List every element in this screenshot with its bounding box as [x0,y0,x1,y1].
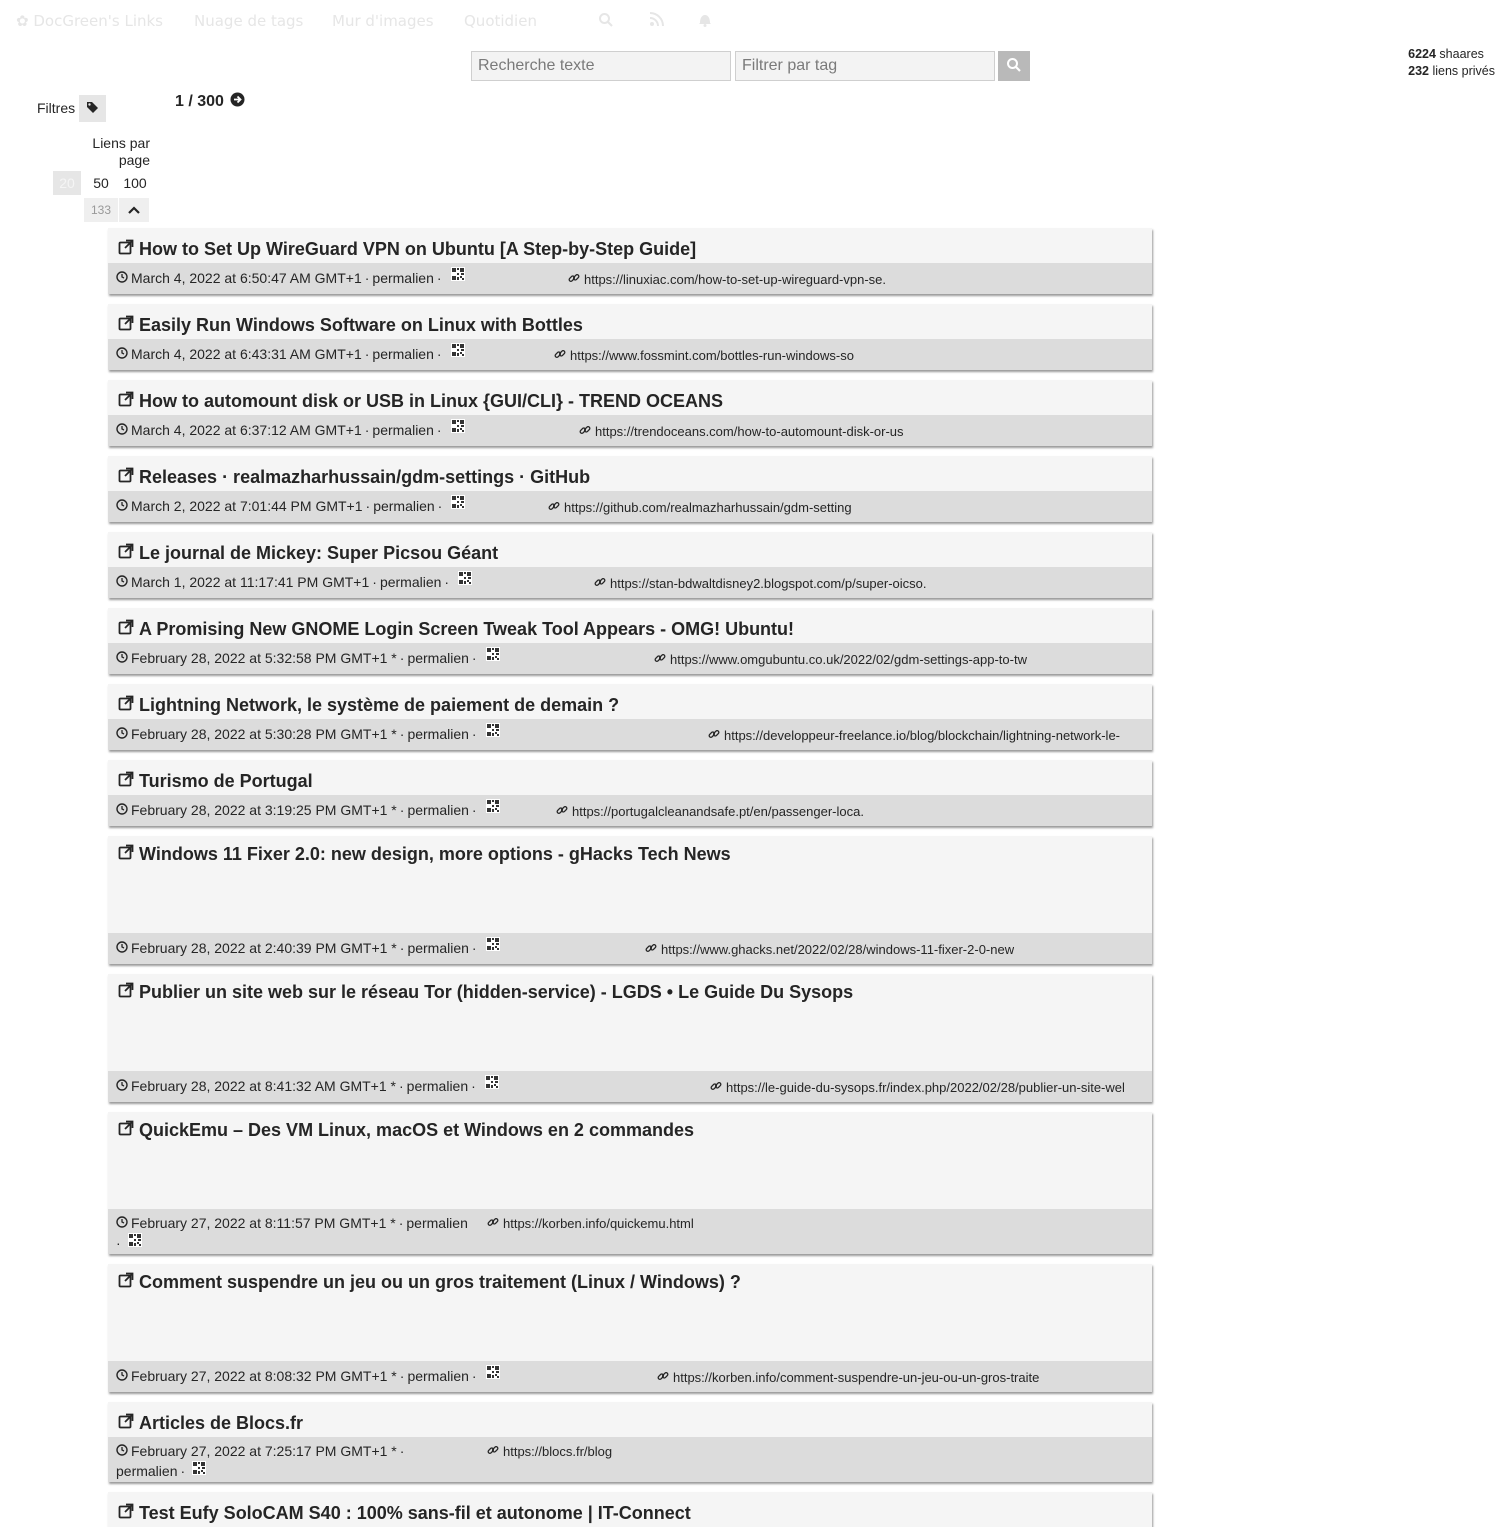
link-meta [116,1441,404,1481]
link-url[interactable] [487,1216,694,1231]
link-title-row [108,1264,1152,1361]
separator: · [399,802,405,818]
link-item [108,1112,1152,1254]
external-link-icon [118,391,134,412]
link-title[interactable]: Test Eufy SoloCAM S40 : 100% sans-fil et autonome | IT-Connect [139,1503,691,1523]
links-per-page-100[interactable]: 100 [123,175,147,191]
permalink[interactable]: permalien [379,574,442,590]
link-url-text: https://github.com/realmazharhussain/gdm-setting [564,500,852,515]
shaares-count: 6224 shaares [1408,47,1484,61]
tag-filter-button[interactable] [79,95,106,122]
link-icon [654,652,666,667]
user-icon[interactable] [698,12,712,31]
clock-icon [116,802,128,818]
link-title[interactable]: Le journal de Mickey: Super Picsou Géant [139,543,499,563]
separator: · [365,498,371,514]
qrcode-icon[interactable] [192,1460,206,1480]
pagination [175,92,245,112]
link-url[interactable] [548,500,852,515]
clock-icon [116,1078,128,1094]
link-list [108,228,1152,1527]
nav-item-tag-cloud[interactable]: Nuage de tags [194,12,304,30]
permalink[interactable]: permalien [372,422,434,438]
link-item [108,1492,1152,1527]
link-url-text: https://www.ghacks.net/2022/02/28/windows-11-fixer-2-0-new [661,942,1015,957]
link-title[interactable]: Releases · realmazharhussain/gdm-settings · GitHub [139,467,591,487]
top-nav [0,0,1500,44]
link-meta [116,346,465,362]
external-link-icon [118,982,134,1003]
external-link-icon [118,1503,134,1524]
private-count: 232 liens privés [1408,64,1495,78]
clock-icon [116,1368,128,1384]
permalink[interactable]: permalien [372,346,434,362]
clock-icon [116,940,128,956]
link-url-text: https://developpeur-freelance.io/blog/blockchain/lightning-network-le- [724,728,1121,743]
link-item [108,608,1152,674]
clock-icon [116,1441,128,1461]
clock-icon [116,1213,128,1233]
link-footer [108,339,1152,370]
link-title-row [108,974,1152,1071]
link-icon [548,500,560,515]
separator: · [436,346,442,362]
qrcode-icon[interactable] [458,571,472,588]
link-title[interactable]: Turismo de Portugal [139,771,313,791]
nav-item-picture-wall[interactable]: Mur d'images [332,12,434,30]
link-footer [108,491,1152,522]
permalink[interactable]: permalien [372,270,434,286]
link-meta [116,1368,500,1384]
external-link-icon [118,467,134,488]
link-title-row [108,836,1152,933]
link-footer [108,415,1152,446]
clock-icon [116,270,128,286]
link-date[interactable]: February 28, 2022 at 5:30:28 PM GMT+1 * [131,726,397,742]
link-title[interactable]: Publier un site web sur le réseau Tor (hidden-service) - LGDS • Le Guide Du Sysops [139,982,854,1002]
search-icon [1006,57,1022,76]
link-meta [116,940,500,956]
search-text-input[interactable] [471,51,731,81]
qrcode-icon[interactable] [128,1232,142,1252]
qrcode-icon[interactable] [451,267,465,284]
link-url[interactable] [645,942,1014,957]
separator: · [471,802,477,818]
link-footer [108,719,1152,750]
link-title-row [108,456,1152,491]
link-meta [116,574,472,590]
link-item [108,684,1152,750]
separator: · [180,1463,186,1479]
brand-link[interactable] [16,12,163,30]
link-date[interactable]: February 28, 2022 at 8:41:32 AM GMT+1 * [131,1078,396,1094]
link-icon [708,728,720,743]
link-date[interactable]: February 28, 2022 at 5:32:58 PM GMT+1 * [131,650,397,666]
chevron-up-icon[interactable] [119,198,149,222]
qrcode-icon[interactable] [486,937,500,954]
link-url-text: https://stan-bdwaltdisney2.blogspot.com/p/super-oicso. [610,576,927,591]
external-link-icon [118,771,134,792]
link-title[interactable]: QuickEmu – Des VM Linux, macOS et Windows en 2 commandes [139,1120,694,1140]
separator: · [399,940,405,956]
link-title-row [108,608,1152,643]
clock-icon [116,422,128,438]
separator: · [399,1368,405,1384]
link-counts [1408,46,1495,80]
link-url-text: https://korben.info/quickemu.html [503,1216,694,1231]
link-title-row [108,1402,1152,1437]
brand-label: DocGreen's Links [33,12,163,30]
link-icon [579,424,591,439]
permalink[interactable]: permalien [407,726,469,742]
separator: · [364,346,370,362]
link-icon [710,1080,722,1095]
links-per-page-label: Liens par page [92,135,150,168]
link-url[interactable] [554,348,854,363]
link-title[interactable]: Comment suspendre un jeu ou un gros traitement (Linux / Windows) ? [139,1272,741,1292]
link-icon [594,576,606,591]
link-item [108,1264,1152,1392]
external-link-icon [118,1120,134,1141]
filters-label: Filtres [37,100,76,116]
permalink[interactable]: permalien [373,498,435,514]
link-url-text: https://linuxiac.com/how-to-set-up-wireguard-vpn-se. [584,272,887,287]
separator: · [471,650,477,666]
tag-icon [86,99,99,118]
link-icon [554,348,566,363]
permalink[interactable]: permalien [407,802,469,818]
link-item [108,456,1152,522]
qrcode-icon[interactable] [486,1365,500,1382]
link-title[interactable]: Lightning Network, le système de paiement de demain ? [139,695,620,715]
link-footer [108,643,1152,674]
qrcode-icon[interactable] [486,647,500,664]
permalink[interactable]: permalien [406,1215,468,1231]
external-link-icon [118,1413,134,1434]
external-link-icon [118,543,134,564]
page-indicator: 1 / 300 [175,93,224,110]
link-date[interactable]: March 2, 2022 at 7:01:44 PM GMT+1 [131,498,363,514]
link-date[interactable]: February 28, 2022 at 3:19:25 PM GMT+1 * [131,802,397,818]
link-date[interactable]: February 27, 2022 at 8:08:32 PM GMT+1 * [131,1368,397,1384]
link-title[interactable]: How to Set Up WireGuard VPN on Ubuntu [A Step-by-Step Guide] [139,239,697,259]
qrcode-icon[interactable] [451,343,465,360]
qrcode-icon[interactable] [451,495,465,512]
rss-icon[interactable] [649,12,664,31]
link-meta [116,270,465,286]
link-url-text: https://korben.info/comment-suspendre-un-jeu-ou-un-gros-traite [673,1370,1040,1385]
link-url-text: https://www.fossmint.com/bottles-run-windows-so [570,348,854,363]
link-url-text: https://blocs.fr/blog [503,1444,613,1459]
link-item [108,836,1152,964]
link-title-row [108,760,1152,795]
link-icon [645,942,657,957]
link-icon [556,804,568,819]
separator: · [399,1443,405,1459]
link-url[interactable] [654,652,1027,667]
link-footer [108,1361,1152,1392]
star-icon: ✿ [16,12,29,30]
links-per-page-custom-input[interactable]: 133 [84,198,118,222]
link-url[interactable] [487,1444,612,1459]
link-meta [116,498,465,514]
link-date[interactable]: March 4, 2022 at 6:43:31 AM GMT+1 [131,346,362,362]
link-url-text: https://portugalcleanandsafe.pt/en/passenger-loca. [572,804,864,819]
separator: · [116,1235,121,1251]
link-title[interactable]: How to automount disk or USB in Linux {GUI/CLI} - TREND OCEANS [139,391,723,411]
link-footer [108,933,1152,964]
link-title[interactable]: Easily Run Windows Software on Linux with Bottles [139,315,583,335]
link-title-row [108,1112,1152,1209]
separator: · [364,422,370,438]
clock-icon [116,726,128,742]
separator: · [471,940,477,956]
link-meta [116,422,465,438]
qrcode-icon[interactable] [486,723,500,740]
link-url[interactable] [708,728,1120,743]
links-per-page-50[interactable]: 50 [93,175,109,191]
qrcode-icon[interactable] [451,419,465,436]
clock-icon [116,574,128,590]
qrcode-icon[interactable] [485,1075,499,1092]
link-date[interactable]: March 1, 2022 at 11:17:41 PM GMT+1 [131,574,370,590]
link-title[interactable]: Windows 11 Fixer 2.0: new design, more options - gHacks Tech News [139,844,731,864]
external-link-icon [118,695,134,716]
separator: · [372,574,377,590]
link-footer [108,263,1152,294]
link-title-row [108,380,1152,415]
clock-icon [116,498,128,514]
external-link-icon [118,1272,134,1293]
link-icon [487,1444,499,1459]
link-item [108,380,1152,446]
permalink[interactable]: permalien [407,650,469,666]
separator: · [471,1078,476,1094]
link-item [108,974,1152,1102]
link-meta [116,1213,468,1253]
clock-icon [116,650,128,666]
next-page-icon[interactable] [230,92,245,112]
link-url-text: https://le-guide-du-sysops.fr/index.php/2022/02/28/publier-un-site-wel [726,1080,1125,1095]
separator: · [436,422,442,438]
link-meta [116,802,500,818]
separator: · [364,270,370,286]
separator: · [437,498,443,514]
nav-item-daily[interactable]: Quotidien [464,12,537,30]
link-footer [108,567,1152,598]
link-title-row [108,228,1152,263]
link-date[interactable]: February 27, 2022 at 8:11:57 PM GMT+1 * [131,1215,396,1231]
permalink[interactable]: permalien [406,1078,469,1094]
link-url-text: https://www.omgubuntu.co.uk/2022/02/gdm-settings-app-to-tw [670,652,1027,667]
link-title-row [108,684,1152,719]
link-footer [108,1209,1152,1254]
link-item [108,228,1152,294]
link-url[interactable] [579,424,904,439]
external-link-icon [118,844,134,865]
separator: · [399,726,405,742]
link-icon [568,272,580,287]
link-url[interactable] [594,576,927,591]
separator: · [471,1368,477,1384]
separator: · [436,270,442,286]
link-date[interactable]: February 28, 2022 at 2:40:39 PM GMT+1 * [131,940,397,956]
link-item [108,304,1152,370]
link-meta [116,1078,499,1094]
link-title[interactable]: A Promising New GNOME Login Screen Tweak Tool Appears - OMG! Ubuntu! [139,619,795,639]
separator: · [399,650,405,666]
separator: · [398,1215,404,1231]
link-icon [487,1216,499,1231]
qrcode-icon[interactable] [486,799,500,816]
link-url[interactable] [568,272,886,287]
permalink[interactable]: permalien [407,940,469,956]
search-tag-input[interactable] [735,51,995,81]
link-meta [116,726,500,742]
link-date[interactable]: March 4, 2022 at 6:37:12 AM GMT+1 [131,422,362,438]
link-url[interactable] [556,804,864,819]
link-date[interactable]: March 4, 2022 at 6:50:47 AM GMT+1 [131,270,362,286]
link-title-row [108,1492,1152,1527]
link-date[interactable]: February 27, 2022 at 7:25:17 PM GMT+1 * [131,1443,397,1459]
external-link-icon [118,619,134,640]
separator: · [471,726,477,742]
permalink[interactable]: permalien [116,1463,178,1479]
link-meta [116,650,500,666]
link-item [108,760,1152,826]
link-footer [108,1437,1152,1482]
link-item [108,1402,1152,1482]
link-title-row [108,304,1152,339]
permalink[interactable]: permalien [407,1368,469,1384]
external-link-icon [118,239,134,260]
separator: · [398,1078,404,1094]
link-item [108,532,1152,598]
links-per-page-20[interactable]: 20 [53,171,81,195]
separator: · [444,574,450,590]
link-footer [108,795,1152,826]
link-url[interactable] [710,1080,1125,1095]
search-submit-button[interactable] [998,51,1030,81]
link-title[interactable]: Articles de Blocs.fr [139,1413,304,1433]
link-title-row [108,532,1152,567]
clock-icon [116,346,128,362]
external-link-icon [118,315,134,336]
link-url[interactable] [657,1370,1039,1385]
search-icon[interactable] [598,12,614,32]
link-icon [657,1370,669,1385]
link-url-text: https://trendoceans.com/how-to-automount-disk-or-us [595,424,904,439]
link-footer [108,1071,1152,1102]
